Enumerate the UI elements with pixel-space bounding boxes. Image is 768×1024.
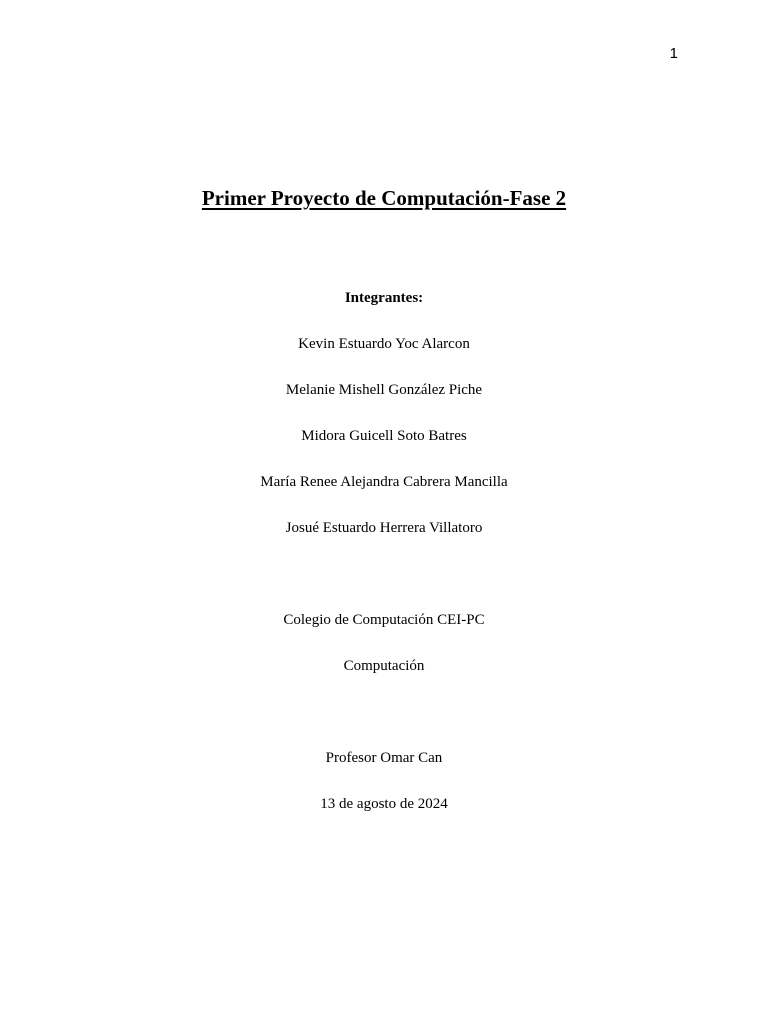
members-heading: Integrantes:: [344, 290, 424, 306]
member-name: Midora Guicell Soto Batres: [301, 428, 467, 444]
page-number: 1: [669, 45, 678, 62]
member-name: María Renee Alejandra Cabrera Mancilla: [260, 474, 508, 490]
document-title: Primer Proyecto de Computación-Fase 2: [201, 186, 567, 210]
member-name: Josué Estuardo Herrera Villatoro: [285, 520, 483, 536]
document-date: 13 de agosto de 2024: [320, 796, 448, 812]
teacher-name: Profesor Omar Can: [325, 750, 443, 766]
member-name: Kevin Estuardo Yoc Alarcon: [298, 336, 470, 352]
course-name: Computación: [343, 658, 425, 674]
school-name: Colegio de Computación CEI-PC: [283, 612, 485, 628]
member-name: Melanie Mishell González Piche: [285, 382, 483, 398]
